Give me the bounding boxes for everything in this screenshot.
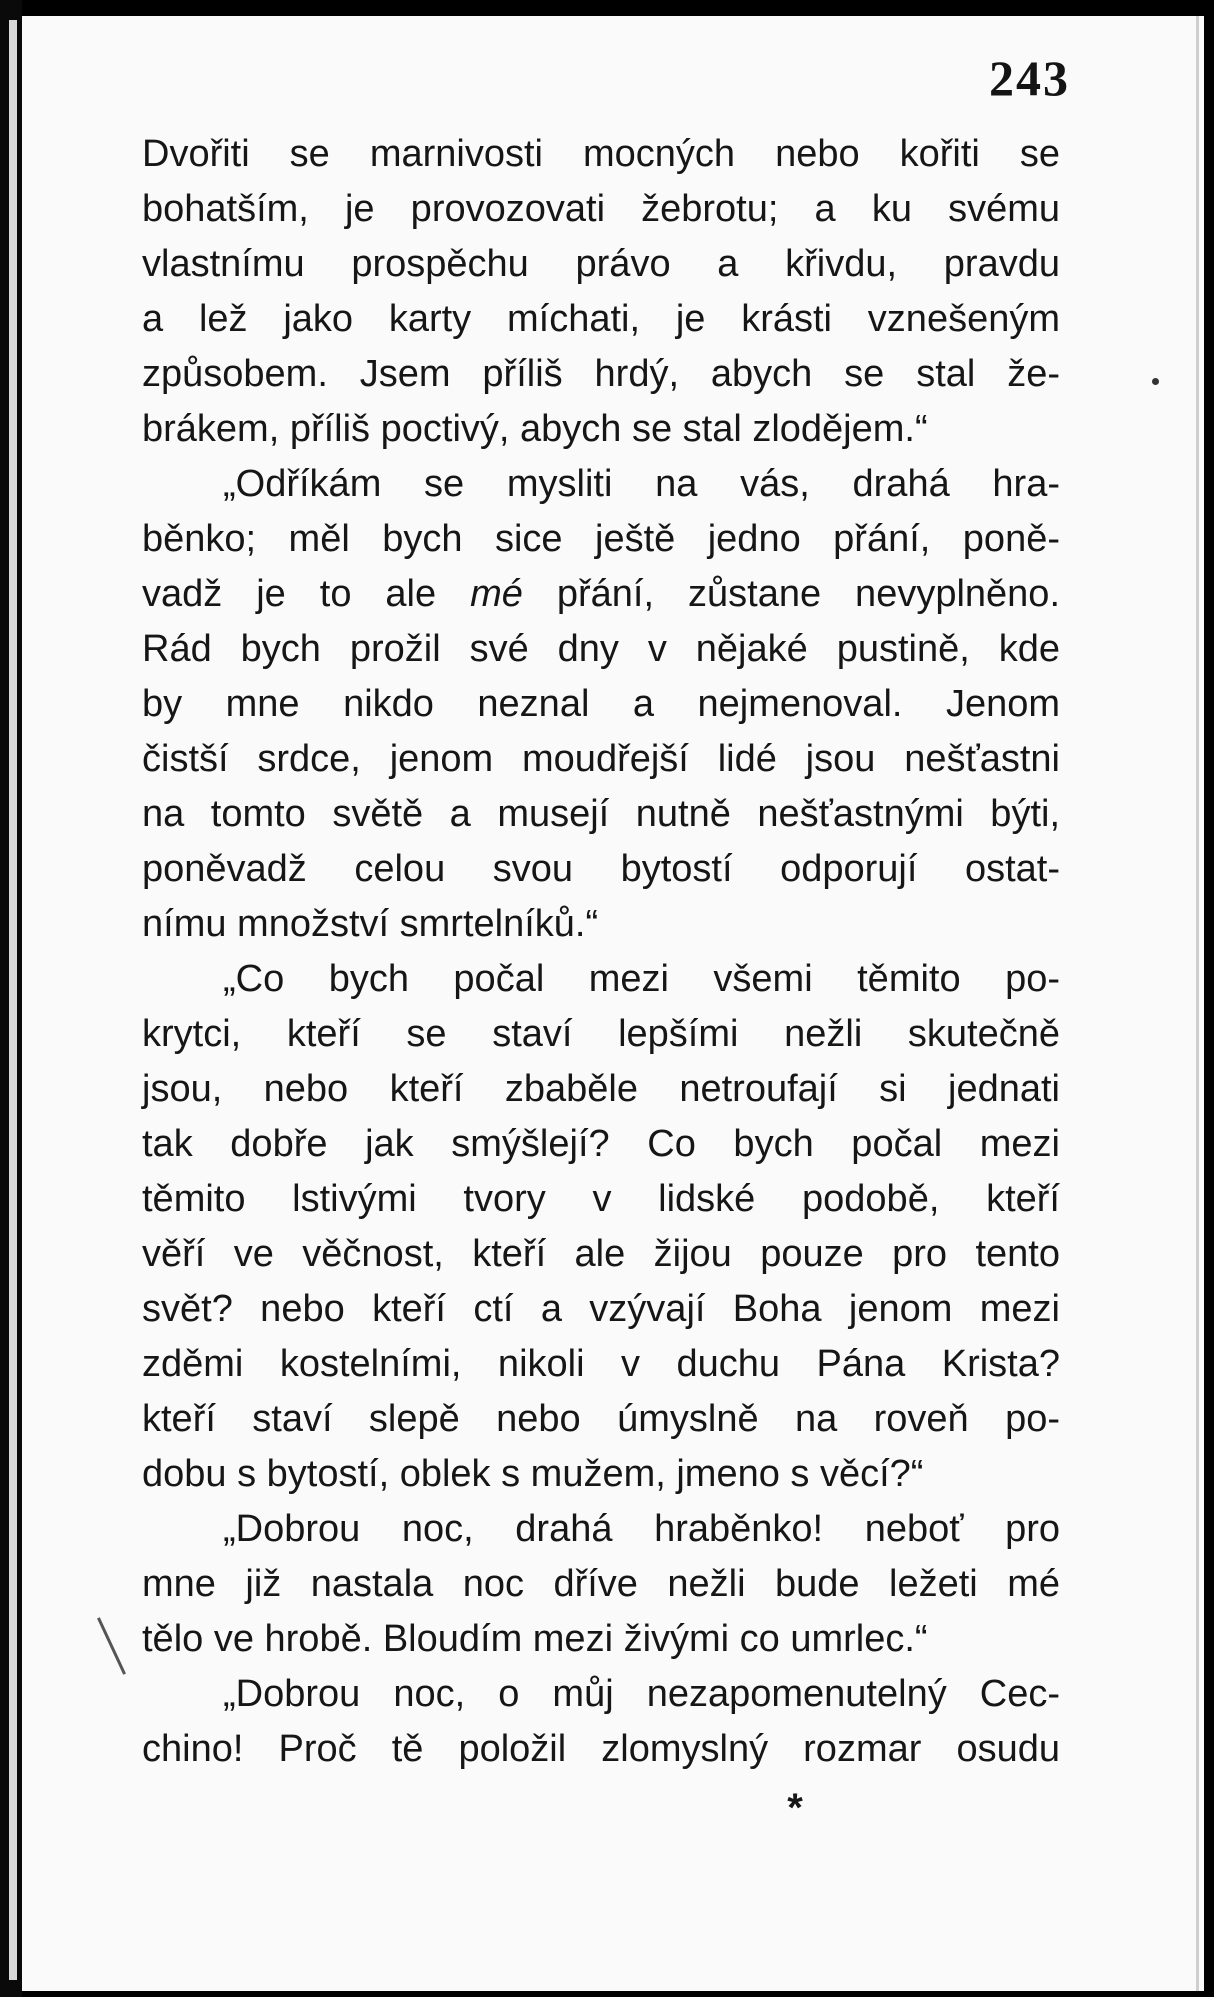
- text-line: tělo ve hrobě. Bloudím mezi živými co umrlec.“: [142, 1618, 928, 1660]
- text-line: poněvadž celou svou bytostí odporují ostat-: [142, 848, 1060, 890]
- signature-mark: *: [787, 1786, 803, 1830]
- text-line: jsou, nebo kteří zbaběle netroufají si jednati: [142, 1068, 1060, 1110]
- text-line: „Odříkám se mysliti na vás, drahá hra-: [223, 463, 1060, 505]
- text-line-with-emphasis: [142, 567, 1060, 622]
- text-line: kteří staví slepě nebo úmyslně na roveň po-: [142, 1398, 1060, 1440]
- text-line: zděmi kostelními, nikoli v duchu Pána Krista?: [142, 1343, 1060, 1385]
- adjacent-page-edge: [9, 20, 17, 1980]
- text-line: dobu s bytostí, oblek s mužem, jmeno s věcí?“: [142, 1453, 924, 1495]
- text-line: a lež jako karty míchati, je krásti vznešeným: [142, 298, 1060, 340]
- text-line: „Dobrou noc, drahá hraběnko! neboť pro: [223, 1508, 1060, 1550]
- text-line: mne již nastala noc dříve nežli bude ležeti mé: [142, 1563, 1060, 1605]
- text-line: Rád bych prožil své dny v nějaké pustině, kde: [142, 628, 1060, 670]
- text-line: „Dobrou noc, o můj nezapomenutelný Cec-: [223, 1673, 1060, 1715]
- emphasized-word: mé: [470, 573, 523, 615]
- text-line: svět? nebo kteří ctí a vzývají Boha jenom mezi: [142, 1288, 1060, 1330]
- text-line: Dvořiti se marnivosti mocných nebo kořiti se: [142, 133, 1060, 175]
- text-line: vlastnímu prospěchu právo a křivdu, pravdu: [142, 243, 1060, 285]
- text-fragment: vadž je to ale: [142, 573, 437, 615]
- margin-speck: [1152, 378, 1159, 385]
- text-line: chino! Proč tě položil zlomyslný rozmar osudu: [142, 1728, 1060, 1770]
- text-line: na tomto světě a musejí nutně nešťastnými býti,: [142, 793, 1060, 835]
- text-line: „Co bych počal mezi všemi těmito po-: [223, 958, 1060, 1000]
- body-text: [142, 127, 1060, 1777]
- text-line: brákem, příliš poctivý, abych se stal zlodějem.“: [142, 408, 928, 450]
- text-line: by mne nikdo neznal a nejmenoval. Jenom: [142, 683, 1060, 725]
- text-line: nímu množství smrtelníků.“: [142, 903, 599, 945]
- text-fragment: přání, zůstane nevyplněno.: [556, 573, 1060, 615]
- page-number: 243: [989, 50, 1070, 106]
- text-line: těmito lstivými tvory v lidské podobě, kteří: [142, 1178, 1060, 1220]
- text-line: běnko; měl bych sice ještě jedno přání, poně-: [142, 518, 1060, 560]
- text-line: čistší srdce, jenom moudřejší lidé jsou nešťastni: [142, 738, 1060, 780]
- text-line: způsobem. Jsem příliš hrdý, abych se stal že-: [142, 353, 1060, 395]
- text-line: věří ve věčnost, kteří ale žijou pouze pro tento: [142, 1233, 1060, 1275]
- page-edge-rule: [1196, 16, 1199, 1991]
- text-line: bohatším, je provozovati žebrotu; a ku svému: [142, 188, 1060, 230]
- text-line: krytci, kteří se staví lepšími nežli skutečně: [142, 1013, 1060, 1055]
- text-line: tak dobře jak smýšlejí? Co bych počal mezi: [142, 1123, 1060, 1165]
